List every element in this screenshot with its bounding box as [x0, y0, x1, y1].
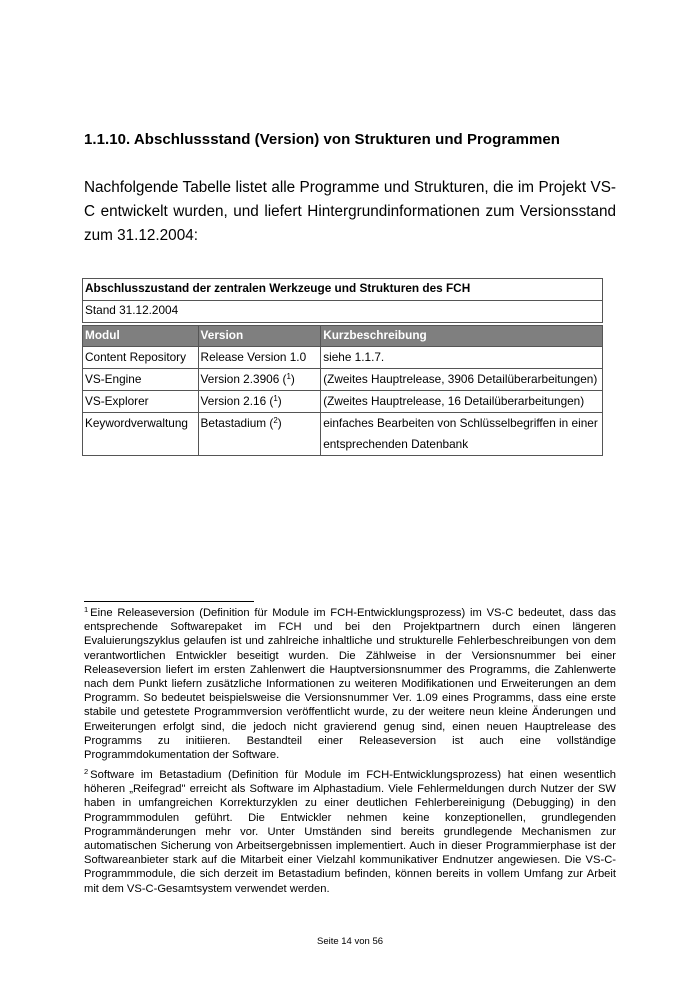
column-header-version: Version	[198, 324, 321, 347]
version-text: Version 2.3906 (	[200, 372, 287, 386]
footnote-text: Eine Releaseversion (Definition für Module im FCH-Entwicklungsprozess) im VS-C bedeutet, dass das entsprechende Softwarepaket im FCH und bei den Projektpartnern durch einen längeren Evaluierungszyklus gelaufen ist und zahlreiche inhaltliche und strukturelle Fehlerbeschreibungen von dem verantwortlichen Entwickler beseitigt wurden. Die Zählweise in der Versionsnummer bei einer Releaseversion liefert im ersten Zahlenwert die Hauptversionsnummer des Programms, die Zahlenwerte nach dem Punkt liefern zusätzliche Informationen zu weiteren Modifikationen und Erweiterungen an dem Programm. So bedeutet beispielsweise die Versionsnummer Ver. 1.09 eines Programms, dass eine erste stabile und getestete Programmversion veröffentlicht wurde, zu der weitere neun kleine Änderungen und Erweiterungen erfolgt sind, die jedoch nicht gravierend genug sind, einen neuen Hauptrelease des Programms zu initiieren. Bestandteil einer Releaseversion ist auch eine vollständige Programmdokumentation der Software.	[84, 607, 616, 762]
intro-paragraph: Nachfolgende Tabelle listet alle Programme und Strukturen, die im Projekt VS-C entwickelt wurden, und liefert Hintergrundinformationen zum Versionsstand zum 31.12.2004:	[84, 179, 616, 244]
table-row	[83, 369, 603, 391]
footnote-2	[84, 768, 616, 896]
table-title: Abschlusszustand der zentralen Werkzeuge und Strukturen des FCH	[83, 279, 603, 301]
footnote-mark: 1	[84, 605, 89, 614]
version-text: Betastadium (	[200, 416, 274, 430]
footnote-text: Software im Betastadium (Definition für Module im FCH-Entwicklungsprozess) hat einen wesentlich höheren „Reifegrad" erreicht als Software im Alphastadium. Viele Fehlermeldungen durch Nutzer der SW haben in umfangreichen Korrekturzyklen zu einer deutlichen Fehlerbereinigung (Debugging) in den Programmmodulen geführt. Die Entwickler nehmen keine konzeptionellen, grundlegenden Programmänderungen mehr vor. Unter Umständen sind bereits grundlegende Mechanismen zur automatischen Sicherung von Arbeitsergebnissen implementiert. Auch in dieser Programmierphase ist der Softwareanbieter stark auf die Mitarbeit einer Vielzahl kommunikativer Endnutzer angewiesen. Die VS-C-Programmmodule, die sich derzeit im Betastadium befinden, können bereits in vollem Umfang zur Arbeit mit dem VS-C-Gesamtsystem verwendet werden.	[84, 769, 616, 895]
version-suffix: )	[277, 394, 282, 408]
table-row	[83, 347, 603, 369]
version-suffix: )	[277, 416, 282, 430]
table-stand: Stand 31.12.2004	[83, 301, 603, 325]
column-header-kurzbeschreibung: Kurzbeschreibung	[321, 324, 603, 347]
section-heading: 1.1.10. Abschlussstand (Version) von Strukturen und Programmen	[84, 131, 560, 148]
cell-version	[198, 413, 321, 456]
footnote-ref: 2	[273, 416, 278, 425]
footnote-1	[84, 606, 616, 762]
page-number: Seite 14 von 56	[316, 936, 384, 947]
column-header-modul: Modul	[83, 324, 199, 347]
table-row	[83, 391, 603, 413]
cell-modul: Keywordverwaltung	[83, 413, 199, 456]
cell-beschreibung: (Zweites Hauptrelease, 3906 Detailüberarbeitungen)	[321, 369, 603, 391]
version-suffix: )	[290, 372, 295, 386]
cell-version	[198, 369, 321, 391]
footnote-ref: 1	[273, 394, 278, 403]
footnote-ref: 1	[286, 372, 291, 381]
version-text: Version 2.16 (	[200, 394, 274, 408]
footnote-mark: 2	[84, 767, 89, 776]
cell-beschreibung: siehe 1.1.7.	[321, 347, 603, 369]
cell-beschreibung: (Zweites Hauptrelease, 16 Detailüberarbeitungen)	[321, 391, 603, 413]
table-title-row	[83, 279, 603, 301]
cell-modul: VS-Explorer	[83, 391, 199, 413]
cell-modul: Content Repository	[83, 347, 199, 369]
version-table	[82, 278, 603, 456]
table-row	[83, 413, 603, 456]
footnote-separator	[84, 601, 254, 602]
cell-modul: VS-Engine	[83, 369, 199, 391]
cell-version: Release Version 1.0	[198, 347, 321, 369]
table-stand-row	[83, 301, 603, 325]
table-header-row	[83, 324, 603, 347]
cell-beschreibung: einfaches Bearbeiten von Schlüsselbegriffen in einer entsprechenden Datenbank	[321, 413, 603, 456]
cell-version	[198, 391, 321, 413]
